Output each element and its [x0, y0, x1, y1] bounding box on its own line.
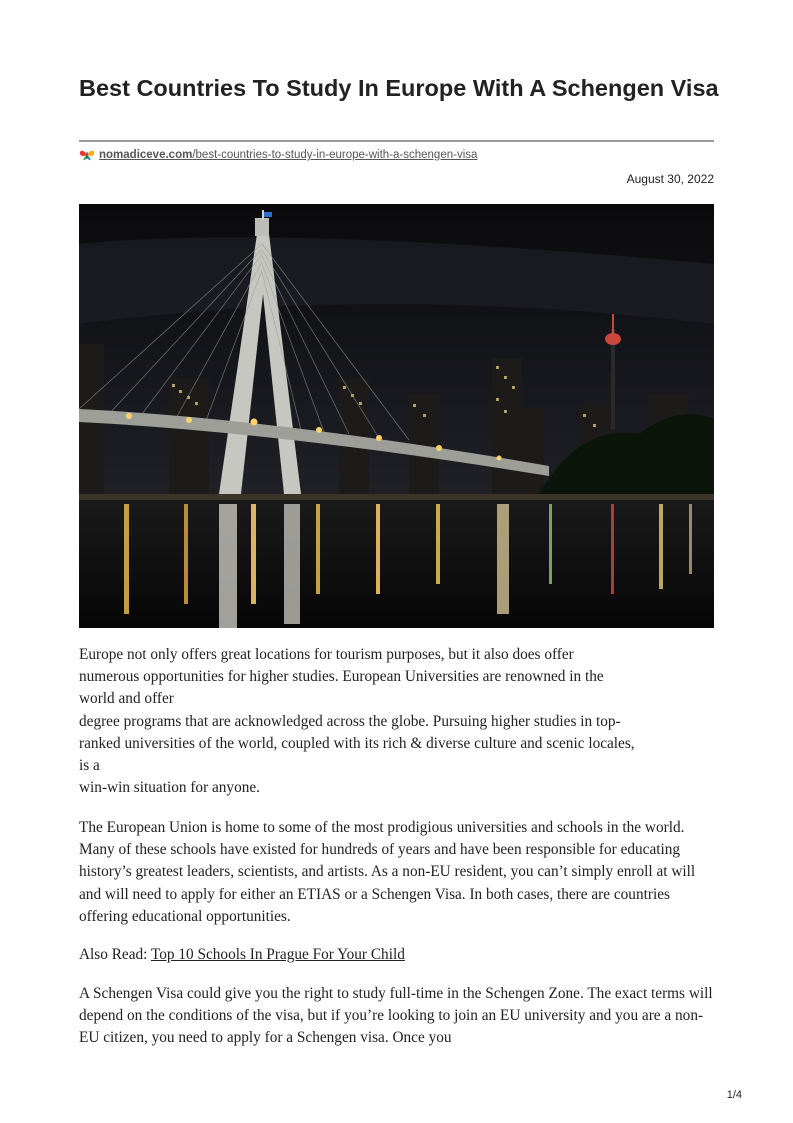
- source-domain: nomadiceve.com: [99, 149, 193, 161]
- page-number: 1/4: [726, 1089, 742, 1101]
- title-divider: [79, 140, 714, 142]
- eu-paragraph-text: The European Union is home to some of the most prodigious universities and schools in the world. Many of these schools have existed for hundreds of years and have been responsible for educating history’s greatest leaders, scientists, and artists. As a non-EU resident, you can’t simply enroll at will and will need to apply for either an ETIAS or a Schengen Visa. In both cases, there are countries offering educational opportunities.: [79, 819, 696, 925]
- source-line: [79, 147, 477, 163]
- also-read-label: Also Read:: [79, 946, 151, 963]
- intro-line: Europe not only offers great locations for tourism purposes, but it also does offer: [79, 646, 574, 663]
- source-path: /best-countries-to-study-in-europe-with-a-schengen-visa: [192, 149, 478, 161]
- schengen-paragraph: [79, 983, 715, 1050]
- intro-line: win-win situation for anyone.: [79, 779, 260, 797]
- intro-line: is a: [79, 757, 100, 775]
- eu-paragraph: [79, 817, 715, 928]
- intro-line: degree programs that are acknowledged across the globe. Pursuing higher studies in top-: [79, 712, 621, 730]
- also-read-link[interactable]: Top 10 Schools In Prague For Your Child: [150, 946, 405, 963]
- also-read: [79, 944, 715, 966]
- schengen-paragraph-text: A Schengen Visa could give you the right to study full-time in the Schengen Zone. The exact terms will depend on the conditions of the visa, but if you’re looking to join an EU university and you are a non-EU citizen, you need to apply for a Schengen visa. Once you: [79, 985, 713, 1047]
- article-title: Best Countries To Study In Europe With A Schengen Visa: [79, 75, 719, 101]
- intro-paragraph: [79, 644, 715, 799]
- intro-line: ranked universities of the world, coupled with its rich & diverse culture and scenic locales,: [79, 734, 635, 752]
- source-link[interactable]: [99, 149, 477, 161]
- publish-date: August 30, 2022: [626, 172, 714, 186]
- intro-line: world and offer: [79, 690, 174, 708]
- intro-line: numerous opportunities for higher studies. European Universities are renowned in the: [79, 668, 604, 686]
- butterfly-logo-icon: [79, 149, 95, 161]
- hero-image-night-bridge: [79, 204, 714, 628]
